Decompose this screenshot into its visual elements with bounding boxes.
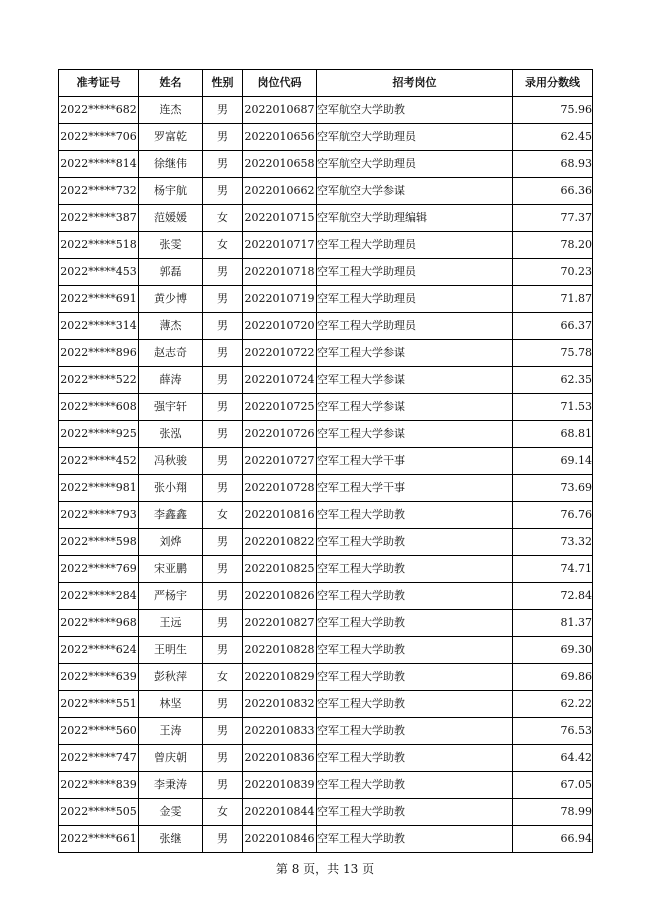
post-code-cell: 2022010828	[243, 637, 317, 664]
table-row	[59, 97, 593, 124]
name-cell: 薄杰	[139, 313, 203, 340]
table-row	[59, 421, 593, 448]
post-code-cell: 2022010656	[243, 124, 317, 151]
table-row	[59, 124, 593, 151]
post-code-cell: 2022010687	[243, 97, 317, 124]
exam-id-cell: 2022*****639	[59, 664, 139, 691]
post-cell: 空军工程大学助教	[317, 664, 513, 691]
gender-cell: 男	[203, 583, 243, 610]
post-cell: 空军工程大学参谋	[317, 394, 513, 421]
post-cell: 空军工程大学助教	[317, 556, 513, 583]
score-cell: 66.94	[513, 826, 593, 853]
post-code-cell: 2022010724	[243, 367, 317, 394]
gender-cell: 男	[203, 637, 243, 664]
post-code-cell: 2022010822	[243, 529, 317, 556]
gender-cell: 女	[203, 502, 243, 529]
score-cell: 81.37	[513, 610, 593, 637]
post-cell: 空军工程大学助理员	[317, 313, 513, 340]
table-row	[59, 826, 593, 853]
name-cell: 李秉涛	[139, 772, 203, 799]
score-cell: 69.14	[513, 448, 593, 475]
gender-cell: 男	[203, 313, 243, 340]
gender-cell: 女	[203, 664, 243, 691]
name-cell: 薛涛	[139, 367, 203, 394]
name-cell: 宋亚鹏	[139, 556, 203, 583]
exam-id-cell: 2022*****769	[59, 556, 139, 583]
name-cell: 黄少博	[139, 286, 203, 313]
exam-id-cell: 2022*****505	[59, 799, 139, 826]
post-code-cell: 2022010839	[243, 772, 317, 799]
post-code-cell: 2022010726	[243, 421, 317, 448]
exam-id-cell: 2022*****598	[59, 529, 139, 556]
exam-id-cell: 2022*****691	[59, 286, 139, 313]
post-cell: 空军工程大学助教	[317, 745, 513, 772]
gender-cell: 男	[203, 124, 243, 151]
exam-id-cell: 2022*****452	[59, 448, 139, 475]
post-cell: 空军工程大学助教	[317, 502, 513, 529]
name-cell: 徐继伟	[139, 151, 203, 178]
gender-cell: 男	[203, 718, 243, 745]
exam-id-cell: 2022*****551	[59, 691, 139, 718]
score-cell: 75.96	[513, 97, 593, 124]
post-cell: 空军工程大学助理员	[317, 259, 513, 286]
post-code-cell: 2022010846	[243, 826, 317, 853]
post-cell: 空军工程大学助理员	[317, 232, 513, 259]
post-cell: 空军工程大学助教	[317, 826, 513, 853]
exam-id-cell: 2022*****981	[59, 475, 139, 502]
score-cell: 70.23	[513, 259, 593, 286]
post-code-cell: 2022010662	[243, 178, 317, 205]
gender-cell: 男	[203, 691, 243, 718]
post-code-cell: 2022010829	[243, 664, 317, 691]
table-row	[59, 151, 593, 178]
name-cell: 赵志奇	[139, 340, 203, 367]
post-cell: 空军工程大学助理员	[317, 286, 513, 313]
table-row	[59, 502, 593, 529]
score-cell: 73.69	[513, 475, 593, 502]
page-footer: 第 8 页，共 13 页	[275, 862, 375, 876]
post-cell: 空军工程大学参谋	[317, 367, 513, 394]
post-cell: 空军工程大学助教	[317, 610, 513, 637]
gender-cell: 男	[203, 745, 243, 772]
post-code-cell: 2022010827	[243, 610, 317, 637]
results-table	[58, 69, 593, 853]
score-cell: 73.32	[513, 529, 593, 556]
post-cell: 空军工程大学助教	[317, 718, 513, 745]
table-row	[59, 691, 593, 718]
name-cell: 曾庆朝	[139, 745, 203, 772]
exam-id-cell: 2022*****560	[59, 718, 139, 745]
post-code-cell: 2022010826	[243, 583, 317, 610]
post-code-cell: 2022010727	[243, 448, 317, 475]
post-code-cell: 2022010719	[243, 286, 317, 313]
exam-id-cell: 2022*****732	[59, 178, 139, 205]
score-cell: 62.22	[513, 691, 593, 718]
name-cell: 罗富乾	[139, 124, 203, 151]
post-code-cell: 2022010718	[243, 259, 317, 286]
exam-id-cell: 2022*****793	[59, 502, 139, 529]
gender-cell: 男	[203, 151, 243, 178]
gender-cell: 男	[203, 448, 243, 475]
exam-id-cell: 2022*****624	[59, 637, 139, 664]
gender-cell: 女	[203, 799, 243, 826]
name-cell: 强宇轩	[139, 394, 203, 421]
table-row	[59, 475, 593, 502]
table-row	[59, 799, 593, 826]
score-cell: 62.35	[513, 367, 593, 394]
table-row	[59, 610, 593, 637]
name-cell: 金雯	[139, 799, 203, 826]
header-score: 录用分数线	[513, 70, 593, 97]
post-code-cell: 2022010836	[243, 745, 317, 772]
exam-id-cell: 2022*****284	[59, 583, 139, 610]
name-cell: 张泓	[139, 421, 203, 448]
name-cell: 范媛媛	[139, 205, 203, 232]
post-code-cell: 2022010722	[243, 340, 317, 367]
name-cell: 郭磊	[139, 259, 203, 286]
post-cell: 空军工程大学助教	[317, 529, 513, 556]
gender-cell: 男	[203, 529, 243, 556]
gender-cell: 女	[203, 232, 243, 259]
post-code-cell: 2022010715	[243, 205, 317, 232]
header-post-code: 岗位代码	[243, 70, 317, 97]
gender-cell: 男	[203, 259, 243, 286]
table-row	[59, 448, 593, 475]
gender-cell: 男	[203, 178, 243, 205]
exam-id-cell: 2022*****896	[59, 340, 139, 367]
exam-id-cell: 2022*****682	[59, 97, 139, 124]
name-cell: 张雯	[139, 232, 203, 259]
exam-id-cell: 2022*****522	[59, 367, 139, 394]
header-post: 招考岗位	[317, 70, 513, 97]
table-row	[59, 718, 593, 745]
name-cell: 张继	[139, 826, 203, 853]
score-cell: 78.99	[513, 799, 593, 826]
exam-id-cell: 2022*****518	[59, 232, 139, 259]
post-cell: 空军航空大学助理员	[317, 151, 513, 178]
post-cell: 空军工程大学助教	[317, 691, 513, 718]
table-row	[59, 178, 593, 205]
score-cell: 72.84	[513, 583, 593, 610]
name-cell: 王涛	[139, 718, 203, 745]
post-cell: 空军工程大学助教	[317, 637, 513, 664]
gender-cell: 女	[203, 205, 243, 232]
post-cell: 空军航空大学参谋	[317, 178, 513, 205]
gender-cell: 男	[203, 286, 243, 313]
exam-id-cell: 2022*****925	[59, 421, 139, 448]
score-cell: 77.37	[513, 205, 593, 232]
post-code-cell: 2022010816	[243, 502, 317, 529]
table-row	[59, 232, 593, 259]
gender-cell: 男	[203, 340, 243, 367]
score-cell: 71.87	[513, 286, 593, 313]
gender-cell: 男	[203, 394, 243, 421]
table-row	[59, 313, 593, 340]
table-body	[59, 97, 593, 853]
name-cell: 冯秋骏	[139, 448, 203, 475]
header-exam-id: 准考证号	[59, 70, 139, 97]
table-row	[59, 772, 593, 799]
post-cell: 空军工程大学助教	[317, 772, 513, 799]
gender-cell: 男	[203, 556, 243, 583]
table-row	[59, 394, 593, 421]
name-cell: 刘烨	[139, 529, 203, 556]
exam-id-cell: 2022*****839	[59, 772, 139, 799]
name-cell: 王明生	[139, 637, 203, 664]
score-cell: 78.20	[513, 232, 593, 259]
header-gender: 性别	[203, 70, 243, 97]
score-cell: 66.36	[513, 178, 593, 205]
table-header-row	[59, 70, 593, 97]
post-code-cell: 2022010825	[243, 556, 317, 583]
post-cell: 空军工程大学参谋	[317, 421, 513, 448]
post-cell: 空军工程大学干事	[317, 475, 513, 502]
gender-cell: 男	[203, 421, 243, 448]
score-cell: 69.30	[513, 637, 593, 664]
gender-cell: 男	[203, 826, 243, 853]
score-cell: 67.05	[513, 772, 593, 799]
score-cell: 68.93	[513, 151, 593, 178]
table-row	[59, 556, 593, 583]
post-cell: 空军航空大学助教	[317, 97, 513, 124]
post-cell: 空军航空大学助理编辑	[317, 205, 513, 232]
exam-id-cell: 2022*****706	[59, 124, 139, 151]
name-cell: 林坚	[139, 691, 203, 718]
gender-cell: 男	[203, 475, 243, 502]
name-cell: 王远	[139, 610, 203, 637]
exam-id-cell: 2022*****387	[59, 205, 139, 232]
gender-cell: 男	[203, 97, 243, 124]
table-row	[59, 637, 593, 664]
table-row	[59, 583, 593, 610]
post-cell: 空军工程大学干事	[317, 448, 513, 475]
table-row	[59, 340, 593, 367]
name-cell: 连杰	[139, 97, 203, 124]
table-row	[59, 745, 593, 772]
exam-id-cell: 2022*****968	[59, 610, 139, 637]
score-cell: 74.71	[513, 556, 593, 583]
exam-id-cell: 2022*****661	[59, 826, 139, 853]
post-code-cell: 2022010833	[243, 718, 317, 745]
post-code-cell: 2022010844	[243, 799, 317, 826]
header-name: 姓名	[139, 70, 203, 97]
name-cell: 李鑫鑫	[139, 502, 203, 529]
post-cell: 空军工程大学参谋	[317, 340, 513, 367]
score-cell: 69.86	[513, 664, 593, 691]
exam-id-cell: 2022*****314	[59, 313, 139, 340]
score-cell: 71.53	[513, 394, 593, 421]
exam-id-cell: 2022*****747	[59, 745, 139, 772]
table-row	[59, 286, 593, 313]
post-code-cell: 2022010728	[243, 475, 317, 502]
gender-cell: 男	[203, 610, 243, 637]
score-cell: 64.42	[513, 745, 593, 772]
post-cell: 空军工程大学助教	[317, 799, 513, 826]
post-code-cell: 2022010717	[243, 232, 317, 259]
name-cell: 张小翔	[139, 475, 203, 502]
exam-id-cell: 2022*****453	[59, 259, 139, 286]
table-row	[59, 664, 593, 691]
exam-id-cell: 2022*****608	[59, 394, 139, 421]
score-cell: 76.53	[513, 718, 593, 745]
exam-id-cell: 2022*****814	[59, 151, 139, 178]
post-code-cell: 2022010832	[243, 691, 317, 718]
post-code-cell: 2022010720	[243, 313, 317, 340]
score-cell: 76.76	[513, 502, 593, 529]
gender-cell: 男	[203, 367, 243, 394]
post-cell: 空军工程大学助教	[317, 583, 513, 610]
score-cell: 62.45	[513, 124, 593, 151]
name-cell: 严杨宇	[139, 583, 203, 610]
post-cell: 空军航空大学助理员	[317, 124, 513, 151]
score-cell: 68.81	[513, 421, 593, 448]
name-cell: 杨宇航	[139, 178, 203, 205]
table-row	[59, 205, 593, 232]
score-cell: 75.78	[513, 340, 593, 367]
table-row	[59, 259, 593, 286]
table-row	[59, 367, 593, 394]
gender-cell: 男	[203, 772, 243, 799]
table-row	[59, 529, 593, 556]
post-code-cell: 2022010658	[243, 151, 317, 178]
post-code-cell: 2022010725	[243, 394, 317, 421]
score-cell: 66.37	[513, 313, 593, 340]
name-cell: 彭秋萍	[139, 664, 203, 691]
